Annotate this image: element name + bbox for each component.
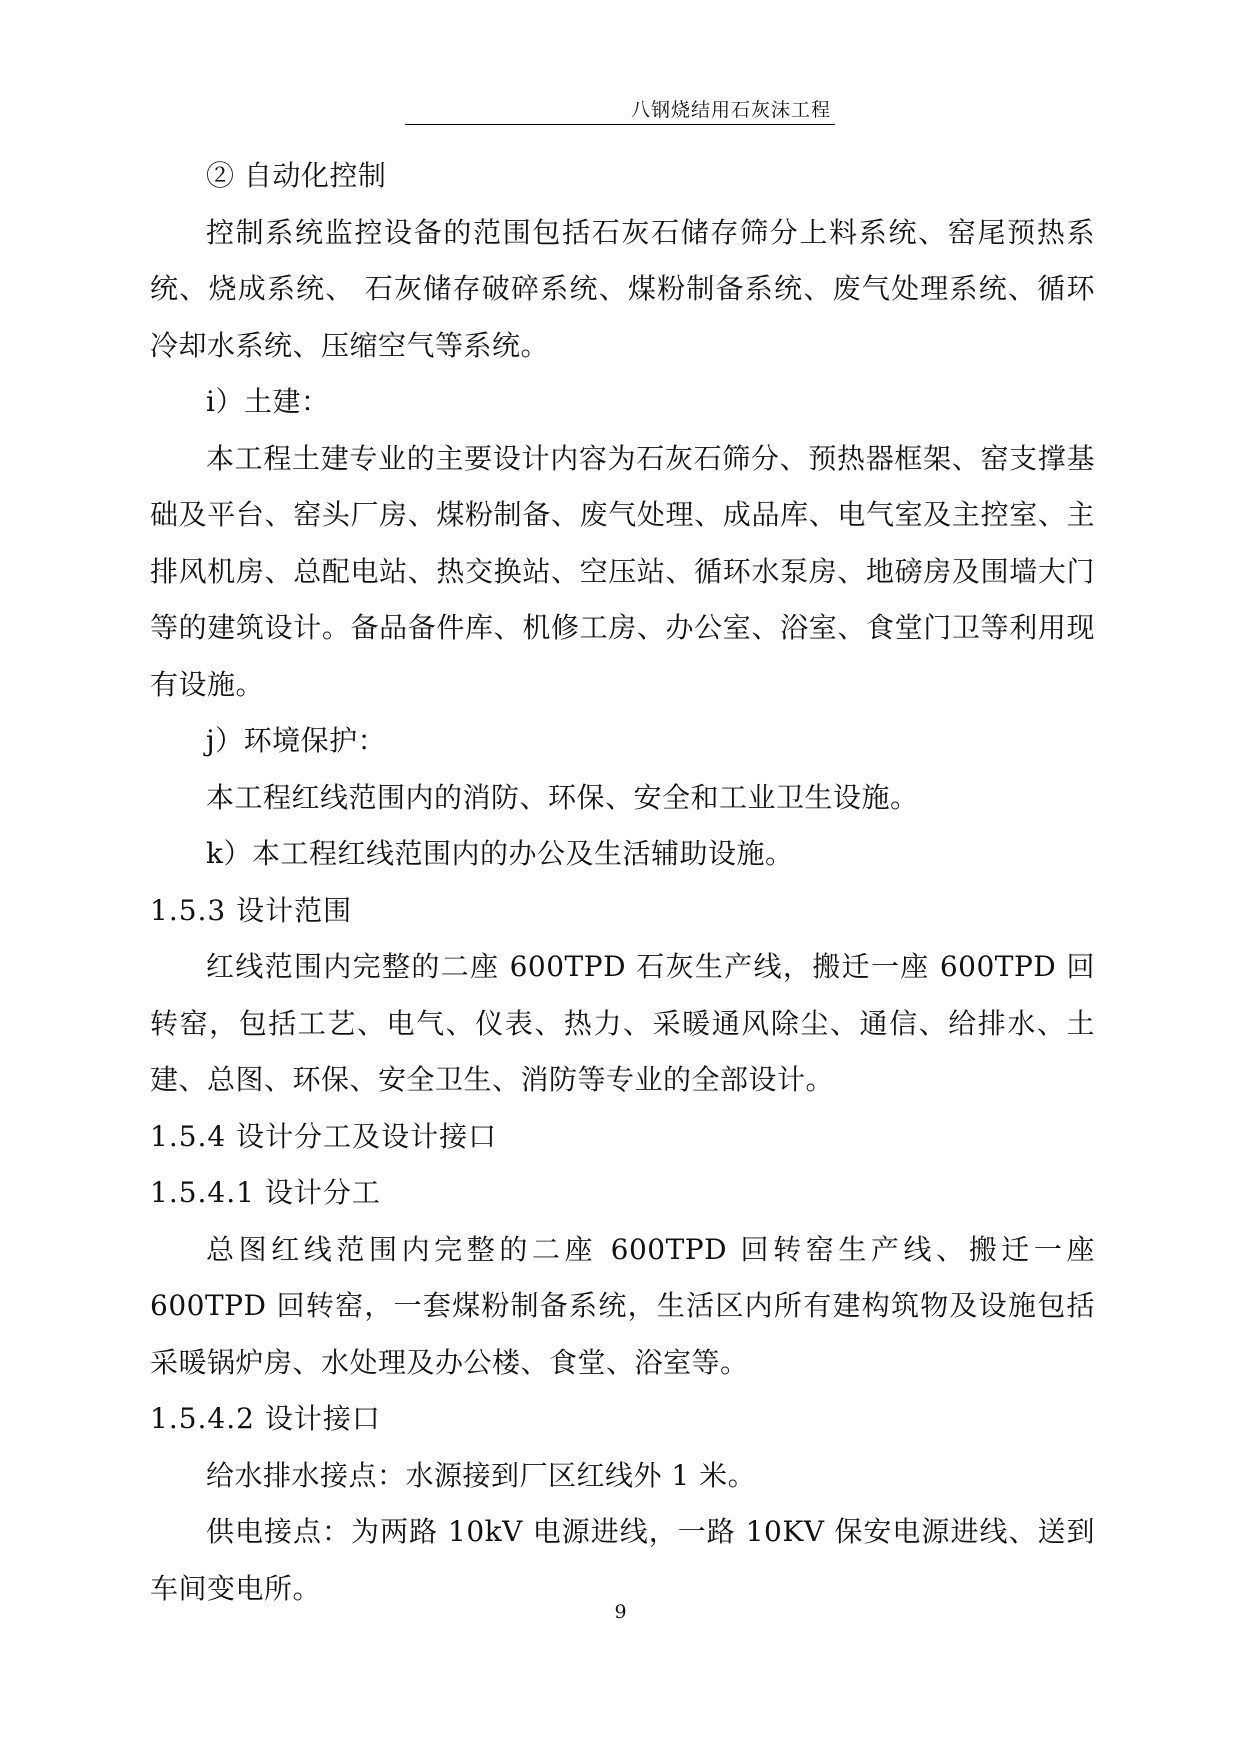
paragraph-design-scope: 红线范围内完整的二座 600TPD 石灰生产线，搬迁一座 600TPD 回转窑，包括工艺、电气、仪表、热力、采暖通风除尘、通信、给排水、土建、总图、环保、安全卫生、消防等专业的全部设计。 xyxy=(150,950,1095,1096)
page-header xyxy=(405,98,835,125)
subsection-environment-title: j）环境保护： xyxy=(206,724,387,757)
paragraph-automation-scope: 控制系统监控设备的范围包括石灰石储存筛分上料系统、窑尾预热系统、烧成系统、 石灰储存破碎系统、煤粉制备系统、废气处理系统、循环冷却水系统、压缩空气等系统。 xyxy=(150,215,1095,362)
page-number: 9 xyxy=(614,1601,627,1623)
section-heading-1-5-4: 1.5.4 设计分工及设计接口 xyxy=(150,1119,498,1153)
document-body xyxy=(150,148,1095,1617)
section-heading-1-5-4-2: 1.5.4.2 设计接口 xyxy=(150,1402,381,1435)
paragraph-power-interface: 供电接点：为两路 10kV 电源进线，一路 10KV 保安电源进线、送到车间变电所。 xyxy=(150,1515,1095,1605)
paragraph-water-interface: 给水排水接点：水源接到厂区红线外 1 米。 xyxy=(206,1458,757,1492)
paragraph-design-division: 总图红线范围内完整的二座 600TPD 回转窑生产线、搬迁一座 600TPD 回转窑，一套煤粉制备系统，生活区内所有建构筑物及设施包括采暖锅炉房、水处理及办公楼、食堂、浴室等。 xyxy=(150,1232,1095,1379)
header-title: 八钢烧结用石灰沫工程 xyxy=(630,99,831,121)
paragraph-environment-scope: 本工程红线范围内的消防、环保、安全和工业卫生设施。 xyxy=(206,780,919,814)
paragraph-office-facilities: k）本工程红线范围内的办公及生活辅助设施。 xyxy=(206,837,794,870)
subsection-civil-title: i）土建： xyxy=(206,385,330,418)
section-heading-1-5-3: 1.5.3 设计范围 xyxy=(150,893,353,927)
subsection-automation-title: ② 自动化控制 xyxy=(206,159,387,192)
paragraph-civil-scope: 本工程土建专业的主要设计内容为石灰石筛分、预热器框架、窑支撑基础及平台、窑头厂房、煤粉制备、废气处理、成品库、电气室及主控室、主排风机房、总配电站、热交换站、空压站、循环水泵房、地磅房及围墙大门等的建筑设计。备品备件库、机修工房、办公室、浴室、食堂门卫等利用现有设施。 xyxy=(150,441,1095,701)
section-heading-1-5-4-1: 1.5.4.1 设计分工 xyxy=(150,1176,381,1209)
